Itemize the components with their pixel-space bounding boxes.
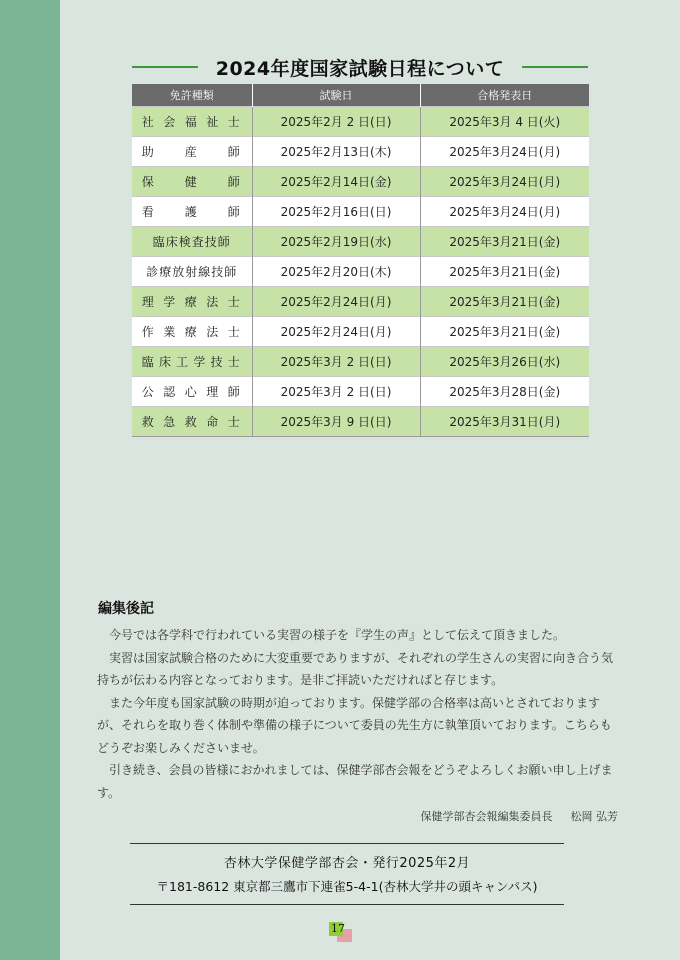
page-title: 2024年度国家試験日程について xyxy=(215,58,505,80)
license-name: 臨 床 工 学 技 士 xyxy=(141,355,242,369)
exam-date-cell: 2025年2月19日(水) xyxy=(252,227,420,257)
divider-bottom xyxy=(130,904,564,905)
license-name: 社 会 福 祉 士 xyxy=(141,115,242,129)
license-name: 助 産 師 xyxy=(141,145,242,159)
table-row xyxy=(132,137,589,167)
editorial-paragraph: また今年度も国家試験の時期が迫っております。保健学部の合格率は高いとされておりますが、それらを取り巻く体制や準備の様子について委員の先生方に執筆頂いております。こちらもどうぞお楽しみくださいませ。 xyxy=(97,695,612,755)
license-name: 救 急 救 命 士 xyxy=(141,415,242,429)
exam-date-cell: 2025年3月 2 日(日) xyxy=(252,377,420,407)
result-date-cell: 2025年3月26日(水) xyxy=(420,347,589,377)
result-date-cell: 2025年3月24日(月) xyxy=(420,197,589,227)
result-date-cell: 2025年3月 4 日(火) xyxy=(420,107,589,137)
license-cell xyxy=(132,407,252,437)
license-cell xyxy=(132,107,252,137)
table-row xyxy=(132,347,589,377)
table-row xyxy=(132,197,589,227)
table-row xyxy=(132,167,589,197)
license-name: 保 健 師 xyxy=(141,175,242,189)
exam-date-cell: 2025年2月13日(木) xyxy=(252,137,420,167)
editorial-paragraph: 実習は国家試験合格のために大変重要でありますが、それぞれの学生さんの実習に向き合う気持ちが伝わる内容となっております。是非ご拝読いただければと存じます。 xyxy=(97,650,614,687)
result-date-cell: 2025年3月21日(金) xyxy=(420,287,589,317)
result-date-cell: 2025年3月24日(月) xyxy=(420,137,589,167)
signature-name: 松岡 弘芳 xyxy=(570,810,618,823)
license-cell xyxy=(132,287,252,317)
table-header-row xyxy=(132,84,589,107)
license-cell xyxy=(132,197,252,227)
result-date-cell: 2025年3月28日(金) xyxy=(420,377,589,407)
page-number: 17 xyxy=(331,922,345,935)
result-date-cell: 2025年3月21日(金) xyxy=(420,317,589,347)
table-row xyxy=(132,287,589,317)
exam-date-cell: 2025年2月20日(木) xyxy=(252,257,420,287)
divider-top xyxy=(130,843,564,844)
signature-title: 保健学部杏会報編集委員長 xyxy=(420,810,553,823)
result-date-cell: 2025年3月24日(月) xyxy=(420,167,589,197)
table-row xyxy=(132,407,589,437)
license-cell xyxy=(132,227,252,257)
table-row xyxy=(132,227,589,257)
exam-date-cell: 2025年2月24日(月) xyxy=(252,317,420,347)
result-date-cell: 2025年3月31日(月) xyxy=(420,407,589,437)
license-cell xyxy=(132,257,252,287)
license-name: 作 業 療 法 士 xyxy=(141,325,242,339)
license-cell xyxy=(132,377,252,407)
exam-date-cell: 2025年3月 2 日(日) xyxy=(252,347,420,377)
editorial-paragraph: 引き続き、会員の皆様におかれましては、保健学部杏会報をどうぞよろしくお願い申し上げます。 xyxy=(97,763,613,800)
editorial-heading: 編集後記 xyxy=(98,601,154,617)
header-exam-date: 試験日 xyxy=(252,84,420,107)
license-name: 診療放射線技師 xyxy=(146,265,238,279)
exam-date-cell: 2025年2月16日(日) xyxy=(252,197,420,227)
publisher-line: 杏林大学保健学部杏会・発行2025年2月 xyxy=(223,856,471,871)
license-cell xyxy=(132,347,252,377)
license-name: 公 認 心 理 師 xyxy=(141,385,242,399)
exam-date-cell: 2025年2月24日(月) xyxy=(252,287,420,317)
exam-date-cell: 2025年3月 9 日(日) xyxy=(252,407,420,437)
editorial-signature xyxy=(421,808,619,824)
table-row xyxy=(132,317,589,347)
table-row xyxy=(132,107,589,137)
license-name: 看 護 師 xyxy=(141,205,242,219)
exam-schedule-table xyxy=(132,84,589,437)
license-cell xyxy=(132,167,252,197)
header-result-date: 合格発表日 xyxy=(420,84,589,107)
title-line-right xyxy=(522,66,588,68)
header-license: 免許種類 xyxy=(132,84,252,107)
editorial-body xyxy=(97,624,619,804)
editorial-paragraph: 今号では各学科で行われている実習の様子を『学生の声』として伝えて頂きました。 xyxy=(109,628,566,642)
license-cell xyxy=(132,317,252,347)
license-name: 臨床検査技師 xyxy=(152,235,231,249)
side-color-bar xyxy=(0,0,60,960)
license-cell xyxy=(132,137,252,167)
section-title xyxy=(132,54,588,80)
license-name: 理 学 療 法 士 xyxy=(141,295,242,309)
table-row xyxy=(132,257,589,287)
exam-date-cell: 2025年2月14日(金) xyxy=(252,167,420,197)
exam-date-cell: 2025年2月 2 日(日) xyxy=(252,107,420,137)
table-row xyxy=(132,377,589,407)
result-date-cell: 2025年3月21日(金) xyxy=(420,257,589,287)
publisher-address: 〒181-8612 東京都三鷹市下連雀5-4-1(杏林大学井の頭キャンパス) xyxy=(156,879,538,894)
result-date-cell: 2025年3月21日(金) xyxy=(420,227,589,257)
